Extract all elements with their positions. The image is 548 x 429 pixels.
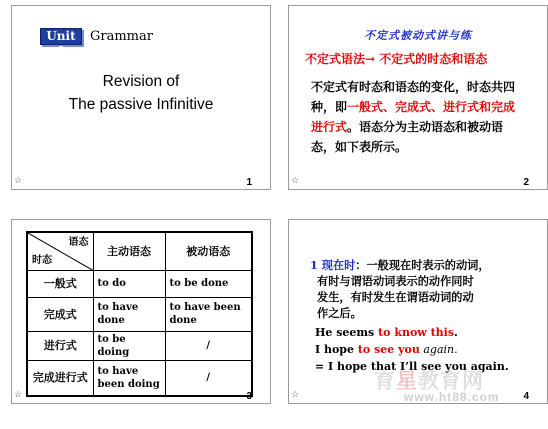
- tense-voice-table: [26, 231, 253, 397]
- watermark-logo: [374, 370, 484, 392]
- table-row: [27, 360, 252, 396]
- point-number: 1: [310, 258, 322, 272]
- example-text: again.: [419, 343, 458, 356]
- point-text: ：一般现在时表示的动词，: [355, 258, 490, 272]
- table-row: [27, 331, 252, 360]
- slide-title-line-2: The passive Infinitive: [68, 96, 214, 113]
- row-header: 一般式: [27, 270, 93, 297]
- grammar-point: [310, 257, 535, 321]
- column-header-active: 主动语态: [93, 232, 165, 270]
- slide-4[interactable]: [288, 219, 548, 404]
- body-text-highlight: 一般式、完成式、进行式和完成进行式: [311, 100, 516, 134]
- body-text-part: 。语态分为主动语态和被动语态，如下表所示。: [311, 120, 504, 154]
- passive-form-cell: /: [165, 360, 252, 396]
- watermark-url: www.ht88.com: [404, 390, 500, 404]
- slide-subtitle: 不定式语法→ 不定式的时态和语态: [305, 52, 488, 66]
- point-text: 有时与谓语动词表示的动作同时: [317, 274, 474, 288]
- passive-form-cell: to have been done: [165, 297, 252, 331]
- unit-badge: Unit 1: [40, 28, 82, 45]
- example-sentence: [315, 343, 458, 357]
- table-row: [27, 297, 252, 331]
- row-header: 完成进行式: [27, 360, 93, 396]
- example-text: He seems: [315, 326, 379, 339]
- active-form-cell: to be doing: [93, 331, 165, 360]
- active-form-cell: to have been doing: [93, 360, 165, 396]
- slide-1[interactable]: [11, 5, 271, 190]
- example-highlight: to see you: [357, 343, 420, 356]
- section-label: Grammar: [90, 29, 153, 44]
- table-corner-cell: [27, 232, 93, 270]
- row-header: 完成式: [27, 297, 93, 331]
- slide-title-line-1: Revision of: [102, 73, 180, 90]
- page-number: 2: [523, 177, 529, 188]
- example-sentence: [315, 326, 458, 340]
- page-number: 4: [523, 391, 529, 402]
- star-icon: ☆: [14, 176, 23, 186]
- slide-2[interactable]: [288, 5, 548, 190]
- watermark-text: 教育网: [418, 369, 484, 393]
- example-text: .: [454, 326, 458, 339]
- corner-label-voice: 语态: [68, 237, 89, 248]
- page-number: 1: [246, 177, 252, 188]
- table-row: [27, 270, 252, 297]
- row-header: 进行式: [27, 331, 93, 360]
- slide-body-text: [311, 77, 525, 157]
- example-text: I hope: [315, 343, 358, 356]
- star-icon: ☆: [291, 176, 300, 186]
- point-label: 现在时: [321, 258, 356, 272]
- watermark-star-text: 星: [396, 369, 418, 393]
- column-header-passive: 被动语态: [165, 232, 252, 270]
- corner-label-tense: 时态: [32, 254, 52, 266]
- example-highlight: to know this: [378, 326, 455, 339]
- page-number: 3: [246, 391, 252, 402]
- example-sentence: = I hope that I’ll see you again.: [315, 360, 509, 373]
- star-icon: ☆: [14, 390, 23, 400]
- passive-form-cell: /: [165, 331, 252, 360]
- body-text-part: 不定式有时态和语态的变化，时态共四种，即: [311, 80, 516, 114]
- passive-form-cell: to be done: [165, 270, 252, 297]
- active-form-cell: to have done: [93, 297, 165, 331]
- active-form-cell: to do: [93, 270, 165, 297]
- star-icon: ☆: [291, 390, 300, 400]
- watermark-text: 育: [374, 369, 396, 393]
- slide-3[interactable]: [11, 219, 271, 404]
- slide-title: 不定式被动式讲与练: [364, 29, 472, 42]
- point-text: 作之后。: [317, 306, 362, 320]
- point-text: 发生，有时发生在谓语动词的动: [317, 290, 474, 304]
